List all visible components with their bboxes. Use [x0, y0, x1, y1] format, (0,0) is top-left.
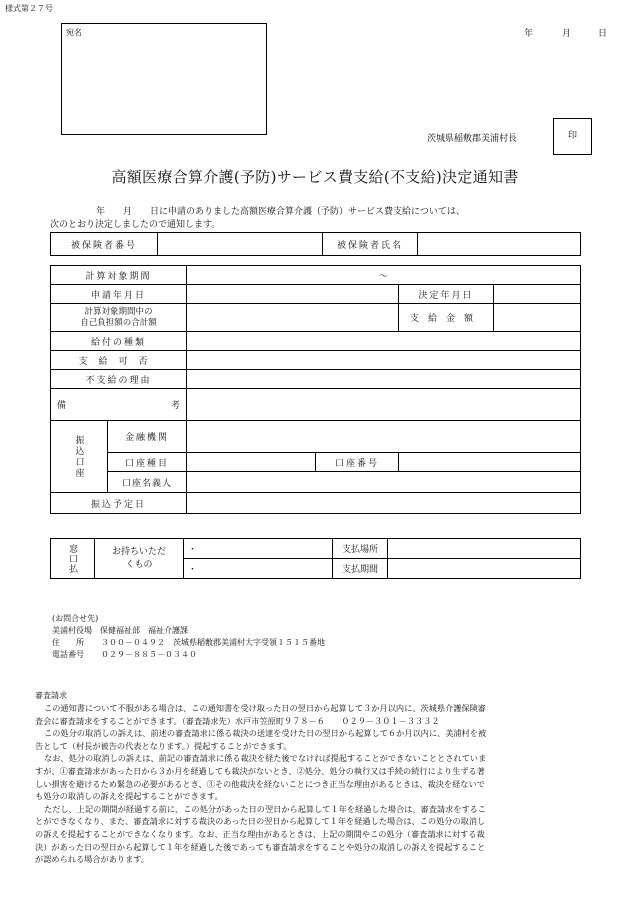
label-remarks: [51, 389, 187, 421]
label-period: 計算対象期間: [51, 266, 187, 285]
field-transfer-date: [187, 493, 581, 514]
field-account-holder: [187, 472, 581, 493]
field-period: [187, 266, 581, 285]
label-payment-place: 支払場所: [333, 539, 388, 559]
appeal-text: [35, 702, 603, 866]
label-reason: 不支給の理由: [51, 370, 187, 389]
field-amount: [494, 304, 581, 332]
items-to-bring-line-2: くもの: [125, 559, 153, 570]
field-payment-period: [388, 559, 581, 579]
label-decision-date: 決定年月日: [399, 285, 494, 304]
form-number: 様式第２７号: [5, 4, 53, 13]
appeal-line: とができなくなり、また、審査請求に対する裁決のあった日の翌日から起算して１年を経過した場合は、この処分の取消し: [35, 816, 486, 827]
label-apply-date: 申請年月日: [51, 285, 187, 304]
appeal-line: この処分の取消しの訴えは、前述の審査請求に係る裁決の送達を受けた日の翌日から起算して６か月以内に、美浦村を被: [44, 728, 487, 739]
field-bank: [187, 421, 581, 453]
counter-payment-table: [50, 538, 581, 579]
field-account-number: [399, 453, 581, 472]
label-remarks-1: 備: [57, 401, 67, 411]
appeal-line: も処分の取消しの訴えを提起することができます。: [35, 791, 223, 802]
field-payment-place: [388, 539, 581, 559]
label-approval: 支給可否: [51, 351, 187, 370]
field-remarks: [187, 389, 581, 421]
field-insured-name: [418, 233, 581, 256]
appeal-line: 決）があった日の翌日から起算して１年を経過した後であっても審査請求をすることや処分の取消しの訴えを提起すること: [35, 841, 486, 852]
label-account-number: 口座番号: [316, 453, 399, 472]
field-account-type: [187, 453, 316, 472]
period-tilde: ～: [378, 271, 388, 282]
addressee-label: 宛名: [66, 28, 82, 37]
issuer-name: 茨城県稲敷郡美浦村長: [427, 134, 518, 144]
bullet-1: ・: [188, 545, 198, 555]
field-items-1: [184, 539, 333, 559]
field-benefit-type: [187, 332, 581, 351]
label-counter-payment: 窓口払: [51, 539, 95, 579]
label-bank: 金融機関: [108, 421, 187, 453]
label-insured-number: 被保険者番号: [51, 233, 158, 256]
bullet-2: ・: [188, 565, 198, 575]
label-benefit-type: 給付の種類: [51, 332, 187, 351]
label-self-pay-line-2: 自己負担額の合計額: [80, 317, 157, 328]
addressee-box: [61, 23, 267, 135]
field-self-pay-total: [187, 304, 399, 332]
field-decision-date: [494, 285, 581, 304]
contact-address-label: 住 所: [52, 638, 84, 647]
seal-label: 印: [567, 131, 577, 141]
label-remarks-2: 考: [170, 401, 180, 411]
contact-phone: ０２９－８８５－０３４０: [101, 650, 197, 659]
label-items-to-bring: [95, 539, 184, 579]
appeal-line: この通知書について不服がある場合は、この通知書を受け取った日の翌日から起算して３か月以内に、茨城県介護保険審: [44, 703, 486, 713]
label-amount: 支給金額: [399, 304, 494, 332]
intro-line-2: 次のとおり決定しましたので通知します。: [50, 220, 221, 230]
field-items-2: [184, 559, 333, 579]
appeal-line: の訴えを提起することができなくなります。なお、正当な理由があるときは、上記の期間やこの処分（審査請求に対する裁: [35, 828, 485, 839]
document-title: 高額医療合算介護(予防)サービス費支給(不支給)決定通知書: [111, 168, 519, 186]
appeal-line: 査会に審査請求をすることができます。（審査請求先）水戸市笠原町９７８－６ ０２９－３０１－３３３２: [35, 715, 440, 726]
appeal-line: すが、①審査請求があった日から３か月を経過しても裁決がないとき、②処分、処分の執行又は手続の続行により生ずる著: [35, 765, 485, 776]
field-apply-date: [187, 285, 399, 304]
appeal-line: しい損害を避けるため緊急の必要があるとき、③その他裁決を経ないことにつき正当な理由があるときは、裁決を経ないで: [35, 778, 485, 789]
appeal-line: が認められる場合があります。: [35, 854, 149, 865]
items-to-bring-line-1: お持ちいただ: [111, 546, 166, 557]
field-approval: [187, 351, 581, 370]
appeal-line: ただし、上記の期間が経過する前に、この処分があった日の翌日から起算して１年を経過した場合は、審査請求をするこ: [44, 803, 487, 814]
field-insured-number: [158, 233, 323, 256]
contact-heading: (お問合せ先): [52, 614, 99, 623]
field-reason: [187, 370, 581, 389]
label-account-holder: 口座名義人: [108, 472, 187, 493]
seal-box: [553, 118, 592, 155]
label-self-pay-total: [51, 304, 187, 332]
date-day: 日: [598, 29, 608, 39]
contact-office: 美浦村役場 保健福祉部 福祉介護課: [52, 626, 188, 635]
appeal-heading: 審査請求: [35, 691, 67, 700]
appeal-line: なお、処分の取消しの訴えは、前記の審査請求に係る裁決を経た後でなければ提起することができないこととされていま: [44, 753, 487, 764]
contact-address: ３００－０４９２ 茨城県稲敷郡美浦村大字受領１５１５番地: [101, 638, 325, 647]
label-insured-name: 被保険者氏名: [323, 233, 418, 256]
appeal-line: 告として（村長が被告の代表となります。）提起することができます。: [35, 740, 292, 751]
date-month: 月: [562, 29, 572, 39]
intro-line-1: 年 月 日に申請のありました高額医療合算介護（予防）サービス費支給については、: [96, 207, 465, 217]
label-transfer-date: 振込予定日: [51, 493, 187, 514]
label-payment-period: 支払期間: [333, 559, 388, 579]
insured-table: [50, 232, 581, 256]
date-year: 年: [524, 29, 534, 39]
label-self-pay-line-1: 計算対象期間中の: [84, 306, 153, 317]
label-account-type: 口座種目: [108, 453, 187, 472]
decision-table: [50, 265, 581, 514]
label-account-group: 振込口座: [51, 421, 108, 493]
contact-phone-label: 電話番号: [52, 650, 84, 659]
